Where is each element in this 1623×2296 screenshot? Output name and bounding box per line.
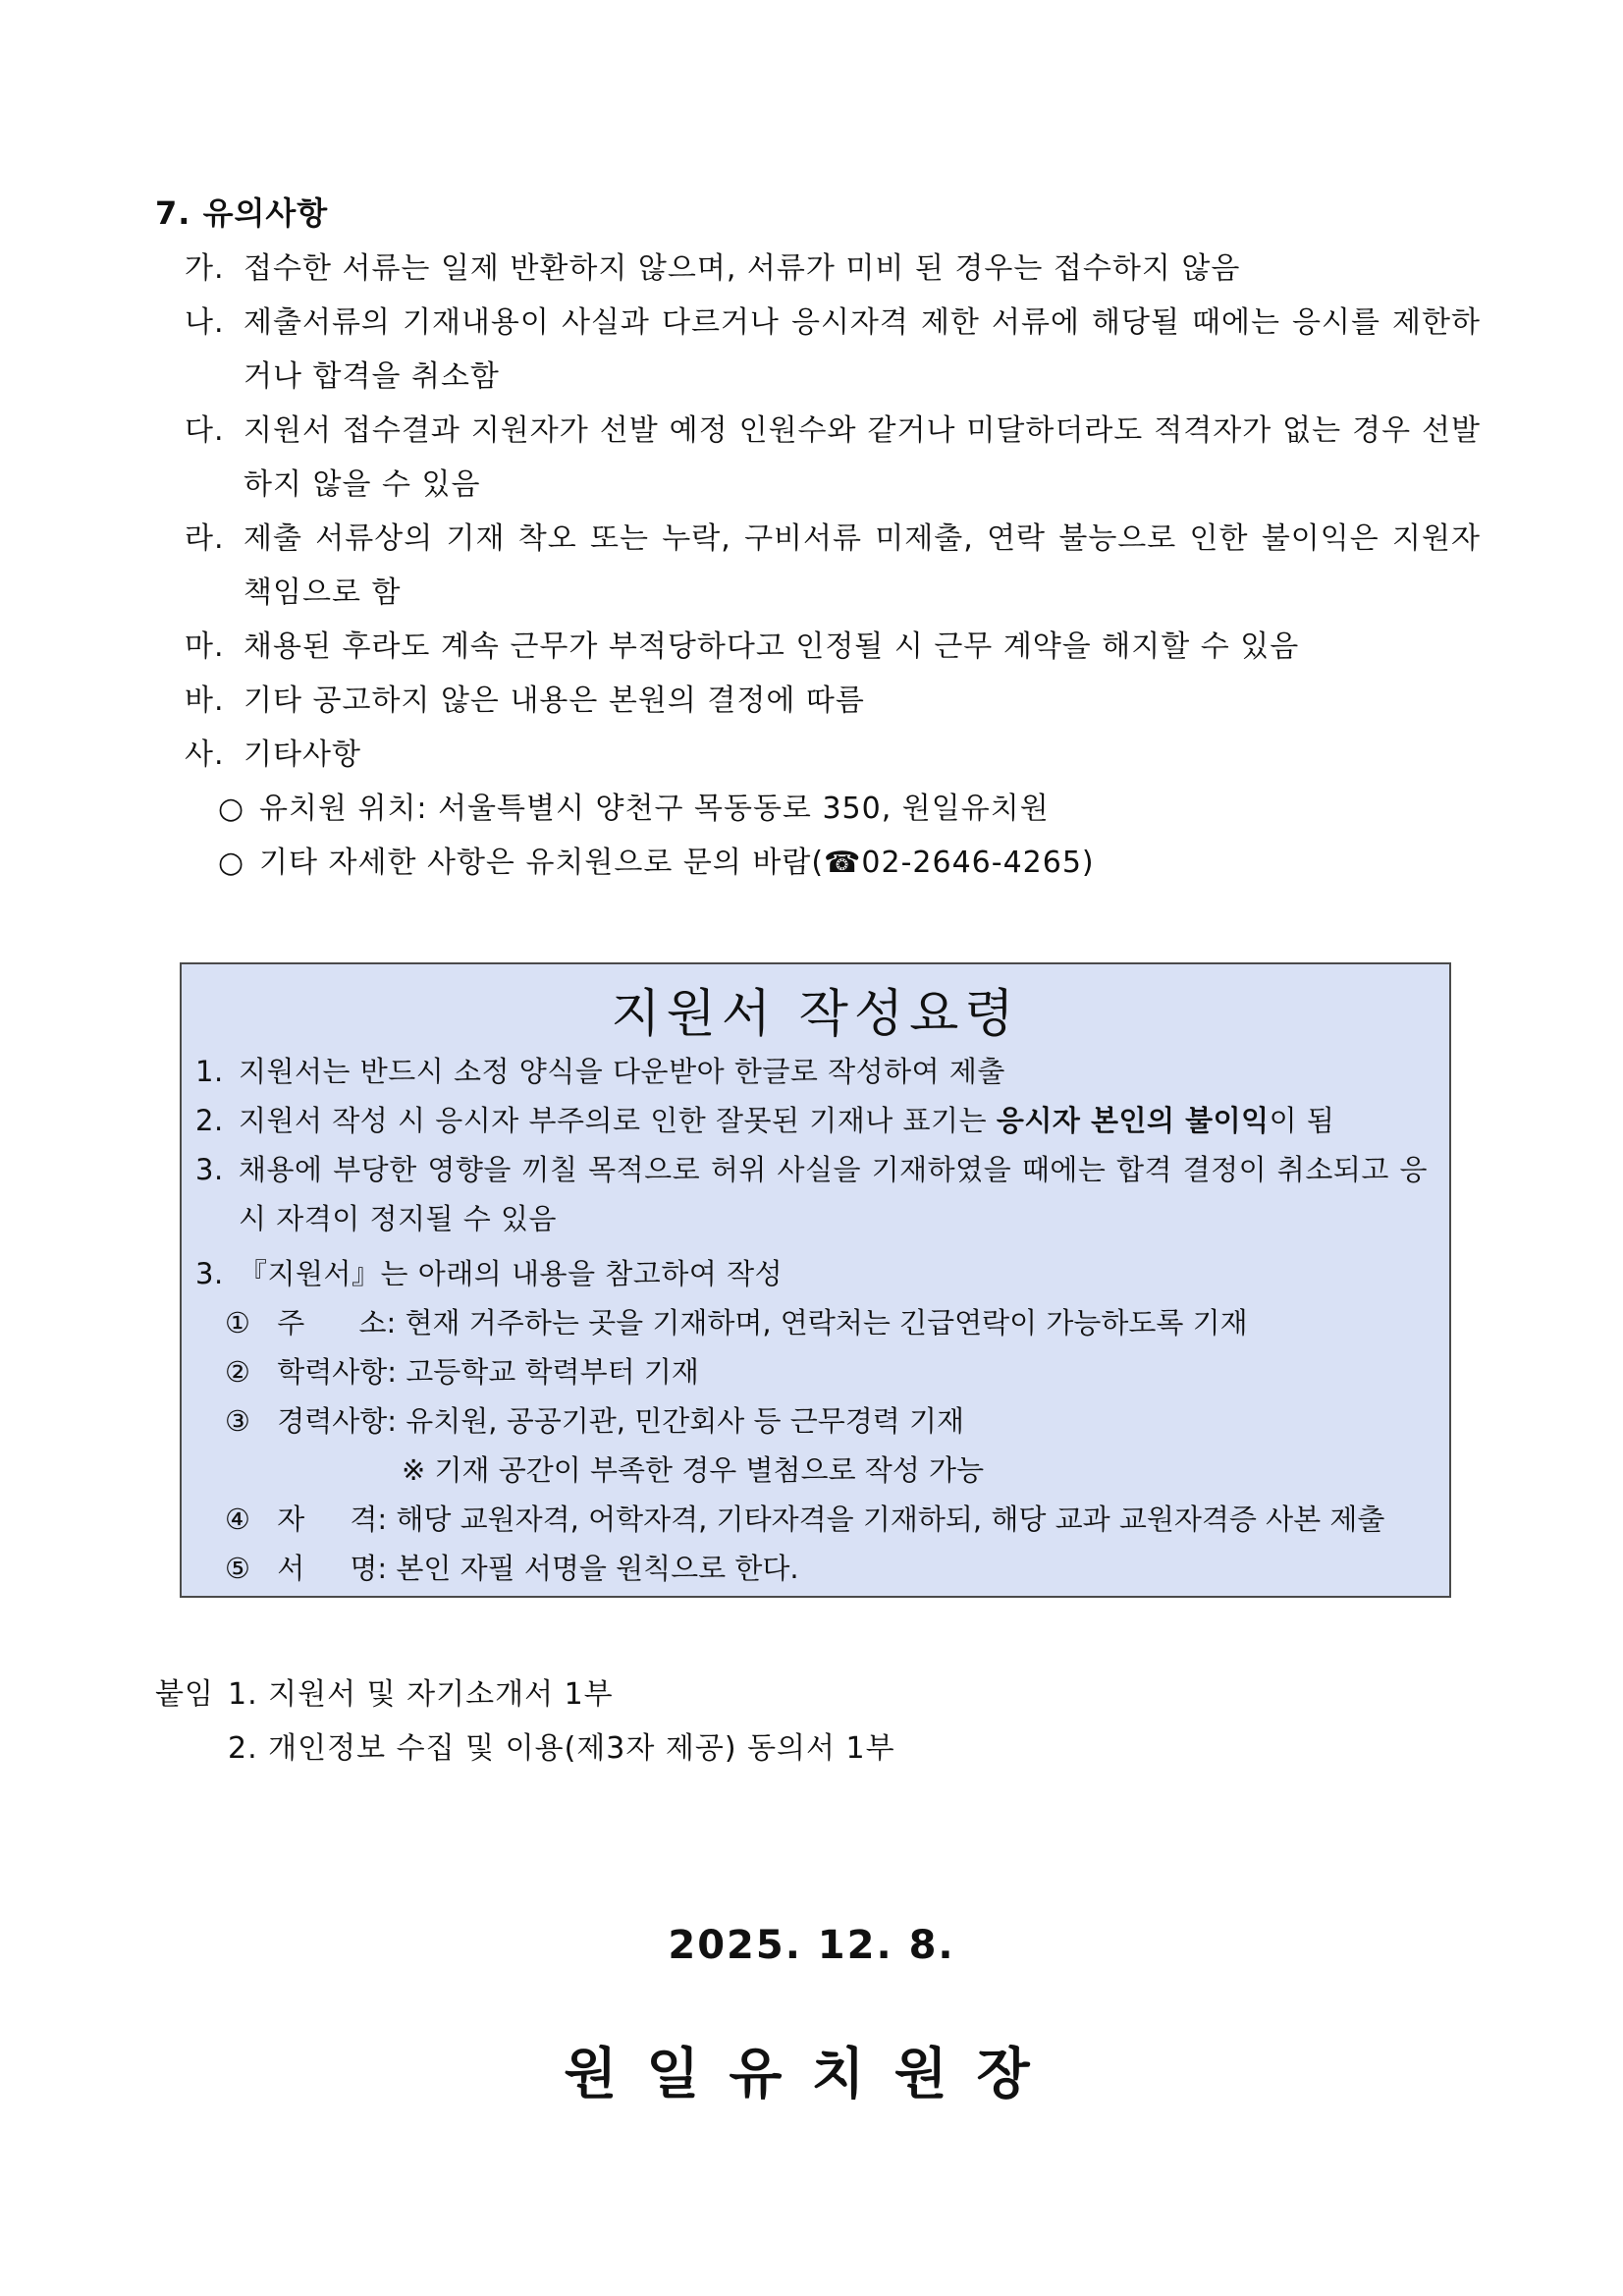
circled-number: ④ xyxy=(225,1503,250,1536)
notice-marker: 다. xyxy=(185,413,225,448)
notice-marker: 라. xyxy=(185,521,225,556)
notice-item xyxy=(185,620,1481,674)
notice-marker: 가. xyxy=(185,251,225,286)
attachment-text: 1. 지원서 및 자기소개서 1부 xyxy=(228,1677,614,1712)
section-title: 7. 유의사항 xyxy=(155,194,329,232)
sub-item-text: 현재 거주하는 곳을 기재하며, 연락처는 긴급연락이 가능하도록 기재 xyxy=(405,1306,1248,1339)
circled-number: ③ xyxy=(225,1404,250,1438)
other-info-text: 유치원 위치: 서울특별시 양천구 목동동로 350, 원일유치원 xyxy=(259,792,1050,826)
notice-item xyxy=(185,242,1481,296)
guide-text: 『지원서』는 아래의 내용을 참고하여 작성 xyxy=(239,1257,784,1290)
signer-name: 원일유치원장 xyxy=(564,2043,1059,2106)
notice-marker: 사. xyxy=(185,738,225,772)
guide-marker: 3. xyxy=(195,1257,224,1290)
notice-text: 기타사항 xyxy=(243,738,361,772)
guide-title: 지원서 작성요령 xyxy=(611,985,1020,1044)
guide-sub-item xyxy=(195,1396,1428,1446)
notice-text: 제출서류의 기재내용이 사실과 다르거나 응시자격 제한 서류에 해당될 때에는 응시를 제한하거나 합격을 취소함 xyxy=(243,305,1481,394)
sub-item-label: 학력사항: xyxy=(277,1355,398,1389)
circled-number: ⑤ xyxy=(225,1552,250,1585)
attachment-head: 붙임 xyxy=(155,1677,214,1712)
guide-list xyxy=(195,1047,1428,1593)
circled-number: ① xyxy=(225,1306,250,1339)
guide-text-emphasis: 응시자 본인의 불이익 xyxy=(996,1104,1270,1137)
guide-sub-item xyxy=(195,1298,1428,1347)
guide-item xyxy=(195,1145,1428,1243)
sub-item-label: 주 소: xyxy=(277,1306,397,1339)
application-guide-box xyxy=(180,962,1451,1598)
sub-item-label: 자 격: xyxy=(277,1503,388,1536)
notice-text: 접수한 서류는 일제 반환하지 않으며, 서류가 미비 된 경우는 접수하지 않음 xyxy=(243,251,1241,286)
circle-bullet-icon: ○ xyxy=(218,846,245,880)
guide-item xyxy=(195,1096,1428,1145)
guide-sub-item xyxy=(195,1347,1428,1396)
sub-item-text: 본인 자필 서명을 원칙으로 한다. xyxy=(396,1552,799,1585)
guide-item xyxy=(195,1249,1428,1298)
attachment-text: 2. 개인정보 수집 및 이용(제3자 제공) 동의서 1부 xyxy=(228,1731,895,1766)
other-info-text: 기타 자세한 사항은 유치원으로 문의 바람(☎02-2646-4265) xyxy=(259,846,1095,880)
other-info-item xyxy=(218,836,1481,890)
guide-marker: 1. xyxy=(195,1055,224,1088)
notice-text: 채용된 후라도 계속 근무가 부적당하다고 인정될 시 근무 계약을 해지할 수 있음 xyxy=(243,629,1300,664)
guide-sub-item xyxy=(195,1495,1428,1544)
notice-item xyxy=(185,728,1481,782)
notice-marker: 나. xyxy=(185,305,225,340)
guide-text xyxy=(195,1096,1428,1145)
notice-list xyxy=(185,242,1481,890)
circled-number: ② xyxy=(225,1355,250,1389)
sub-item-text: 고등학교 학력부터 기재 xyxy=(406,1355,699,1389)
circle-bullet-icon: ○ xyxy=(218,792,245,826)
notice-item xyxy=(185,404,1481,512)
attachments xyxy=(155,1667,895,1776)
notice-text: 지원서 접수결과 지원자가 선발 예정 인원수와 같거나 미달하더라도 적격자가 없는 경우 선발하지 않을 수 있음 xyxy=(243,413,1481,502)
notice-text: 제출 서류상의 기재 착오 또는 누락, 구비서류 미제출, 연락 불능으로 인한 불이익은 지원자 책임으로 함 xyxy=(243,521,1481,610)
document-date: 2025. 12. 8. xyxy=(668,1923,955,1968)
guide-marker: 2. xyxy=(195,1104,224,1137)
other-info-item xyxy=(218,782,1481,836)
attachment-item xyxy=(155,1722,895,1776)
career-note: ※ 기재 공간이 부족한 경우 별첨으로 작성 가능 xyxy=(402,1453,985,1487)
notice-item xyxy=(185,296,1481,404)
sub-item-text: 유치원, 공공기관, 민간회사 등 근무경력 기재 xyxy=(406,1404,965,1438)
guide-marker: 3. xyxy=(195,1153,224,1186)
sub-item-label: 서 명: xyxy=(277,1552,388,1585)
attachment-item xyxy=(155,1667,895,1722)
notice-marker: 바. xyxy=(185,683,225,718)
guide-text-pre: 지원서 작성 시 응시자 부주의로 인한 잘못된 기재나 표기는 xyxy=(239,1104,997,1137)
guide-text: 지원서는 반드시 소정 양식을 다운받아 한글로 작성하여 제출 xyxy=(239,1055,1005,1088)
guide-item xyxy=(195,1047,1428,1096)
sub-item-label: 경력사항: xyxy=(277,1404,398,1438)
guide-sub-item xyxy=(195,1544,1428,1593)
guide-text: 채용에 부당한 영향을 끼칠 목적으로 허위 사실을 기재하였을 때에는 합격 결정이 취소되고 응시 자격이 정지될 수 있음 xyxy=(239,1153,1428,1235)
notice-text: 기타 공고하지 않은 내용은 본원의 결정에 따름 xyxy=(243,683,865,718)
notice-item xyxy=(185,674,1481,728)
notice-marker: 마. xyxy=(185,629,225,664)
sub-item-text: 해당 교원자격, 어학자격, 기타자격을 기재하되, 해당 교과 교원자격증 사본 제출 xyxy=(396,1503,1385,1536)
other-info-list xyxy=(218,782,1481,890)
notice-item xyxy=(185,512,1481,620)
guide-text-post: 이 됨 xyxy=(1269,1104,1335,1137)
